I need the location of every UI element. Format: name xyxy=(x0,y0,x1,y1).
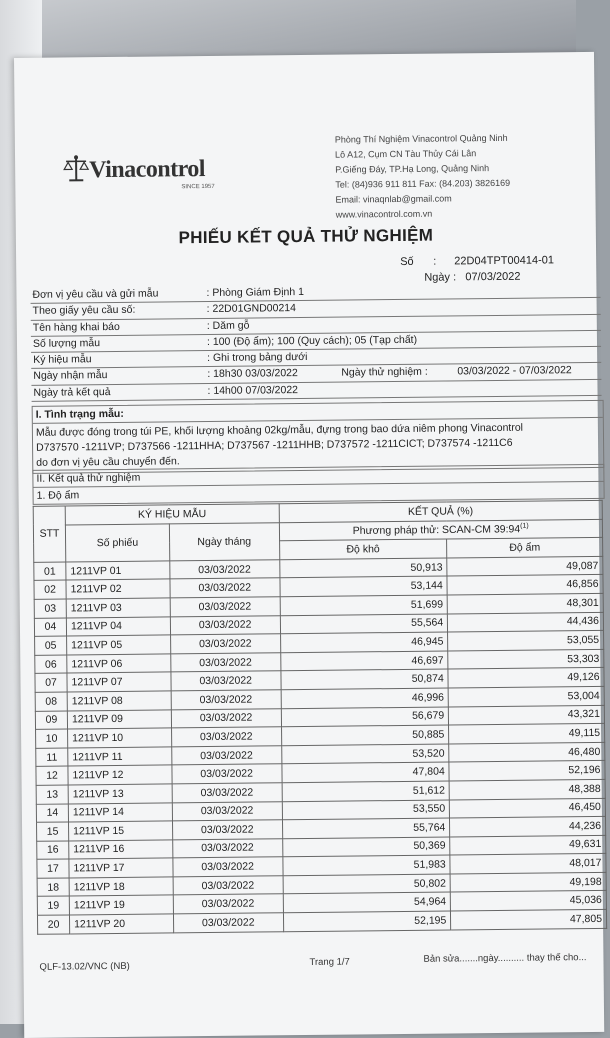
report-date: 07/03/2022 xyxy=(465,269,520,286)
lab-phone: Tel: (84)936 911 811 Fax: (84.203) 3826169 xyxy=(335,176,510,193)
info-value: : 22D01GND00214 xyxy=(207,302,296,315)
lab-address-line: P.Giếng Đáy, TP.Hạ Long, Quảng Ninh xyxy=(335,161,510,178)
cell-dry: 47,804 xyxy=(281,762,449,782)
cell-date: 03/03/2022 xyxy=(172,838,282,858)
method-text: Phương pháp thử: SCAN-CM 39:94 xyxy=(353,523,521,537)
lab-website: www.vinacontrol.com.vn xyxy=(336,206,511,223)
cell-dry: 52,195 xyxy=(283,911,451,931)
cell-date: 03/03/2022 xyxy=(173,857,283,877)
info-value: : 14h00 07/03/2022 xyxy=(207,384,298,397)
subsection-heading: 1. Độ ẩm xyxy=(34,482,604,504)
cell-form-no: 1211VP 07 xyxy=(67,672,171,692)
document-page xyxy=(14,52,604,1038)
cell-form-no: 1211VP 16 xyxy=(69,840,173,860)
cell-stt: 07 xyxy=(35,673,67,692)
cell-moisture: 53,004 xyxy=(448,686,604,706)
lab-email: Email: vinaqnlab@gmail.com xyxy=(335,191,510,208)
cell-stt: 15 xyxy=(37,822,69,841)
col-header-date: Ngày tháng xyxy=(169,522,279,560)
info-key: Ngày thử nghiệm : xyxy=(341,366,428,379)
cell-moisture: 44,436 xyxy=(448,612,604,632)
cell-stt: 06 xyxy=(35,655,67,674)
cell-dry: 46,945 xyxy=(280,632,448,652)
info-key: Ngày trả kết quả xyxy=(33,386,110,399)
cell-date: 03/03/2022 xyxy=(171,727,281,747)
section-heading: II. Kết quả thử nghiệm xyxy=(33,465,603,488)
cell-date: 03/03/2022 xyxy=(171,708,281,728)
cell-dry: 56,679 xyxy=(281,707,449,727)
cell-moisture: 48,017 xyxy=(450,854,606,874)
cell-dry: 50,885 xyxy=(281,725,449,745)
cell-date: 03/03/2022 xyxy=(171,652,281,672)
cell-form-no: 1211VP 04 xyxy=(66,616,170,636)
cell-stt: 12 xyxy=(36,766,68,785)
revision-note: Bản sửa.......ngày.......... thay thế cho... xyxy=(423,952,586,965)
results-section-header xyxy=(32,464,604,505)
info-key: Theo giấy yêu cầu số: xyxy=(33,304,136,317)
cell-moisture: 49,631 xyxy=(450,835,606,855)
cell-dry: 55,764 xyxy=(282,818,450,838)
cell-date: 03/03/2022 xyxy=(173,894,283,914)
sample-condition-section xyxy=(32,400,605,474)
page-number: Trang 1/7 xyxy=(309,957,349,968)
cell-stt: 03 xyxy=(34,599,66,618)
cell-date: 03/03/2022 xyxy=(170,634,280,654)
cell-form-no: 1211VP 20 xyxy=(69,914,173,934)
cell-form-no: 1211VP 02 xyxy=(66,579,170,599)
cell-stt: 18 xyxy=(37,878,69,897)
col-header-stt: STT xyxy=(33,506,66,562)
form-code: QLF-13.02/VNC (NB) xyxy=(39,961,129,973)
col-header-result: KẾT QUẢ (%) xyxy=(279,500,603,522)
lab-address-block xyxy=(335,131,511,223)
report-date-label: Ngày : xyxy=(424,269,462,285)
moisture-results-table xyxy=(33,500,607,935)
cell-form-no: 1211VP 09 xyxy=(67,709,171,729)
method-footnote: (1) xyxy=(520,523,529,530)
cell-form-no: 1211VP 08 xyxy=(67,691,171,711)
cell-stt: 08 xyxy=(35,692,67,711)
cell-dry: 46,996 xyxy=(281,688,449,708)
cell-date: 03/03/2022 xyxy=(170,560,280,580)
cell-stt: 19 xyxy=(37,896,69,915)
cell-stt: 13 xyxy=(36,785,68,804)
cell-moisture: 46,480 xyxy=(449,742,605,762)
document-title: PHIẾU KẾT QUẢ THỬ NGHIỆM xyxy=(16,224,596,250)
info-key: Ký hiệu mẫu xyxy=(33,353,91,366)
info-value: : Dăm gỗ xyxy=(207,319,250,331)
cell-stt: 04 xyxy=(34,618,66,637)
cell-dry: 51,983 xyxy=(282,855,450,875)
cell-date: 03/03/2022 xyxy=(172,820,282,840)
cell-dry: 50,913 xyxy=(279,558,447,578)
info-value: : 18h30 03/03/2022 xyxy=(207,368,298,381)
cell-form-no: 1211VP 05 xyxy=(67,635,171,655)
col-header-dry: Độ khô xyxy=(279,539,447,559)
cell-moisture: 45,036 xyxy=(451,891,607,911)
cell-form-no: 1211VP 18 xyxy=(69,877,173,897)
cell-moisture: 52,196 xyxy=(449,761,605,781)
cell-form-no: 1211VP 11 xyxy=(68,747,172,767)
cell-moisture: 43,321 xyxy=(449,705,605,725)
cell-date: 03/03/2022 xyxy=(172,801,282,821)
cell-form-no: 1211VP 13 xyxy=(68,784,172,804)
cell-dry: 46,697 xyxy=(280,651,448,671)
cell-form-no: 1211VP 12 xyxy=(68,765,172,785)
cell-moisture: 49,198 xyxy=(450,872,606,892)
cell-date: 03/03/2022 xyxy=(172,764,282,784)
info-key: Đơn vị yêu cầu và gửi mẫu xyxy=(32,288,158,301)
info-value: 03/03/2022 - 07/03/2022 xyxy=(457,365,572,378)
section-text-line: do đơn vị yêu cầu chuyển đến. xyxy=(36,450,600,471)
cell-form-no: 1211VP 14 xyxy=(68,802,172,822)
info-value: : Ghi trong bảng dưới xyxy=(207,351,307,364)
cell-dry: 50,369 xyxy=(282,837,450,857)
col-header-form-no: Số phiếu xyxy=(65,523,169,561)
cell-dry: 53,550 xyxy=(282,799,450,819)
cell-date: 03/03/2022 xyxy=(171,671,281,691)
cell-stt: 02 xyxy=(34,580,66,599)
cell-date: 03/03/2022 xyxy=(171,690,281,710)
report-number-label: Số xyxy=(400,254,430,270)
cell-dry: 51,699 xyxy=(280,595,448,615)
section-text-line: D737570 -1211VP; D737566 -1211HHA; D737567 -1211HHB; D737572 -1211CICT; D737574 -1211C6 xyxy=(36,435,600,456)
logo-since: SINCE 1957 xyxy=(181,184,214,190)
cell-form-no: 1211VP 19 xyxy=(69,895,173,915)
cell-date: 03/03/2022 xyxy=(170,597,280,617)
cell-stt: 05 xyxy=(35,636,67,655)
report-number: 22D04TPT00414-01 xyxy=(454,252,554,269)
cell-moisture: 46,856 xyxy=(447,575,603,595)
info-key: Tên hàng khai báo xyxy=(33,321,120,334)
cell-stt: 10 xyxy=(36,729,68,748)
lab-address-line: Lô A12, Cụm CN Tàu Thủy Cái Lân xyxy=(335,146,510,163)
info-value: : 100 (Độ ẩm); 100 (Quy cách); 05 (Tạp chất) xyxy=(207,334,417,348)
cell-stt: 09 xyxy=(35,711,67,730)
cell-form-no: 1211VP 06 xyxy=(67,654,171,674)
cell-moisture: 48,301 xyxy=(447,593,603,613)
cell-stt: 01 xyxy=(34,562,66,581)
cell-dry: 54,964 xyxy=(283,892,451,912)
cell-moisture: 49,115 xyxy=(449,723,605,743)
report-number-sep: : xyxy=(433,253,451,269)
cell-moisture: 46,450 xyxy=(450,798,606,818)
cell-moisture: 47,805 xyxy=(451,909,607,929)
cell-form-no: 1211VP 15 xyxy=(68,821,172,841)
cell-dry: 55,564 xyxy=(280,614,448,634)
cell-moisture: 49,126 xyxy=(448,668,604,688)
cell-dry: 53,144 xyxy=(280,576,448,596)
col-header-moisture: Độ ẩm xyxy=(447,538,603,558)
cell-date: 03/03/2022 xyxy=(170,615,280,635)
cell-date: 03/03/2022 xyxy=(172,783,282,803)
cell-dry: 50,802 xyxy=(283,874,451,894)
cell-form-no: 1211VP 17 xyxy=(69,858,173,878)
info-value: : Phòng Giám Định 1 xyxy=(206,286,304,299)
cell-moisture: 53,055 xyxy=(448,631,604,651)
cell-stt: 17 xyxy=(37,859,69,878)
cell-moisture: 48,388 xyxy=(449,779,605,799)
info-key: Số lượng mẫu xyxy=(33,337,100,350)
cell-stt: 20 xyxy=(37,915,69,934)
col-header-sample-id: KÝ HIỆU MẪU xyxy=(65,504,279,525)
page-footer xyxy=(39,948,599,954)
logo-wordmark: Vinacontrol xyxy=(89,156,205,184)
section-text-line: Mẫu được đóng trong túi PE, khối lượng khoảng 02kg/mẫu, đựng trong bao dứa niêm phong Vinacontrol xyxy=(36,420,600,441)
cell-moisture: 49,087 xyxy=(447,556,603,576)
cell-moisture: 44,236 xyxy=(450,816,606,836)
cell-stt: 11 xyxy=(36,748,68,767)
cell-date: 03/03/2022 xyxy=(172,745,282,765)
section-heading: I. Tình trạng mẫu: xyxy=(33,401,603,424)
sample-info-block xyxy=(30,282,601,402)
report-number-block xyxy=(400,252,554,286)
cell-date: 03/03/2022 xyxy=(173,876,283,896)
cell-dry: 53,520 xyxy=(281,744,449,764)
info-key: Ngày nhận mẫu xyxy=(33,370,107,383)
scales-icon xyxy=(63,153,89,183)
cell-form-no: 1211VP 10 xyxy=(68,728,172,748)
cell-dry: 50,874 xyxy=(281,669,449,689)
cell-date: 03/03/2022 xyxy=(173,913,283,933)
cell-form-no: 1211VP 03 xyxy=(66,598,170,618)
cell-moisture: 53,303 xyxy=(448,649,604,669)
cell-date: 03/03/2022 xyxy=(170,578,280,598)
cell-form-no: 1211VP 01 xyxy=(66,561,170,581)
cell-stt: 16 xyxy=(37,841,69,860)
lab-name: Phòng Thí Nghiệm Vinacontrol Quảng Ninh xyxy=(335,131,510,148)
cell-stt: 14 xyxy=(36,803,68,822)
cell-dry: 51,612 xyxy=(282,781,450,801)
